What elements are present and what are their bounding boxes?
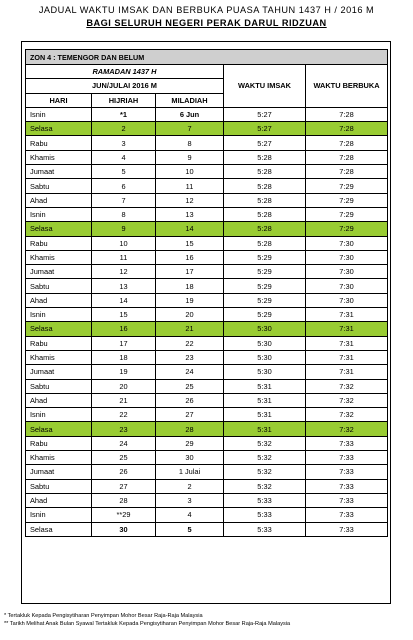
miladiah-cell: 27 (156, 408, 224, 422)
miladiah-cell: 29 (156, 436, 224, 450)
miladiah-cell: 23 (156, 350, 224, 364)
hijriah-cell: 13 (92, 279, 156, 293)
miladiah-cell: 21 (156, 322, 224, 336)
day-cell: Jumaat (26, 165, 92, 179)
table-row (26, 265, 388, 279)
header-miladiah: MILADIAH (156, 93, 224, 107)
miladiah-cell: 19 (156, 293, 224, 307)
berbuka-cell: 7:28 (306, 107, 388, 121)
table-row (26, 493, 388, 507)
table-row (26, 293, 388, 307)
title-line-2: BAGI SELURUH NEGERI PERAK DARUL RIDZUAN (86, 18, 327, 28)
ramadan-label: RAMADAN 1437 H (26, 65, 224, 79)
table-row (26, 422, 388, 436)
imsak-cell: 5:28 (224, 207, 306, 221)
table-row (26, 165, 388, 179)
day-cell: Sabtu (26, 279, 92, 293)
hijriah-cell: 7 (92, 193, 156, 207)
berbuka-cell: 7:32 (306, 408, 388, 422)
hijriah-cell: 27 (92, 479, 156, 493)
table-row (26, 408, 388, 422)
imsak-cell: 5:29 (224, 279, 306, 293)
berbuka-cell: 7:31 (306, 365, 388, 379)
hijriah-cell: 11 (92, 250, 156, 264)
miladiah-cell: 20 (156, 308, 224, 322)
miladiah-cell: 9 (156, 150, 224, 164)
hijriah-cell: 12 (92, 265, 156, 279)
day-cell: Jumaat (26, 265, 92, 279)
miladiah-cell: 18 (156, 279, 224, 293)
header-hijriah: HIJRIAH (92, 93, 156, 107)
berbuka-cell: 7:30 (306, 293, 388, 307)
table-row (26, 250, 388, 264)
header-imsak: WAKTU IMSAK (224, 65, 306, 108)
day-cell: Khamis (26, 150, 92, 164)
hijriah-cell: 19 (92, 365, 156, 379)
berbuka-cell: 7:28 (306, 165, 388, 179)
imsak-cell: 5:28 (224, 222, 306, 236)
hijriah-cell: 6 (92, 179, 156, 193)
berbuka-cell: 7:33 (306, 479, 388, 493)
berbuka-cell: 7:33 (306, 451, 388, 465)
table-row (26, 336, 388, 350)
hijriah-cell: 24 (92, 436, 156, 450)
month-label: JUN/JULAI 2016 M (26, 79, 224, 93)
hijriah-cell: 3 (92, 136, 156, 150)
hijriah-cell: 18 (92, 350, 156, 364)
miladiah-cell: 17 (156, 265, 224, 279)
imsak-cell: 5:31 (224, 379, 306, 393)
imsak-cell: 5:29 (224, 265, 306, 279)
imsak-cell: 5:29 (224, 308, 306, 322)
hijriah-cell: 30 (92, 522, 156, 536)
day-cell: Khamis (26, 451, 92, 465)
day-cell: Selasa (26, 122, 92, 136)
berbuka-cell: 7:28 (306, 136, 388, 150)
hijriah-cell: 10 (92, 236, 156, 250)
miladiah-cell: 24 (156, 365, 224, 379)
berbuka-cell: 7:33 (306, 508, 388, 522)
berbuka-cell: 7:33 (306, 436, 388, 450)
hijriah-cell: 21 (92, 393, 156, 407)
day-cell: Sabtu (26, 179, 92, 193)
miladiah-cell: 2 (156, 479, 224, 493)
day-cell: Isnin (26, 207, 92, 221)
miladiah-cell: 7 (156, 122, 224, 136)
day-cell: Jumaat (26, 465, 92, 479)
imsak-cell: 5:30 (224, 322, 306, 336)
hijriah-cell: 5 (92, 165, 156, 179)
imsak-cell: 5:27 (224, 122, 306, 136)
imsak-cell: 5:31 (224, 408, 306, 422)
miladiah-cell: 26 (156, 393, 224, 407)
day-cell: Rabu (26, 436, 92, 450)
miladiah-cell: 4 (156, 508, 224, 522)
berbuka-cell: 7:32 (306, 379, 388, 393)
table-row (26, 122, 388, 136)
day-cell: Khamis (26, 250, 92, 264)
berbuka-cell: 7:31 (306, 308, 388, 322)
table-row (26, 379, 388, 393)
day-cell: Isnin (26, 308, 92, 322)
table-row (26, 236, 388, 250)
berbuka-cell: 7:33 (306, 493, 388, 507)
imsak-cell: 5:28 (224, 236, 306, 250)
hijriah-cell: 8 (92, 207, 156, 221)
imsak-cell: 5:32 (224, 465, 306, 479)
berbuka-cell: 7:28 (306, 122, 388, 136)
imsak-cell: 5:27 (224, 107, 306, 121)
day-cell: Rabu (26, 336, 92, 350)
berbuka-cell: 7:29 (306, 179, 388, 193)
miladiah-cell: 30 (156, 451, 224, 465)
miladiah-cell: 28 (156, 422, 224, 436)
table-row (26, 465, 388, 479)
miladiah-cell: 8 (156, 136, 224, 150)
day-cell: Selasa (26, 322, 92, 336)
footnotes (4, 612, 409, 628)
table-row (26, 322, 388, 336)
day-cell: Isnin (26, 408, 92, 422)
imsak-cell: 5:33 (224, 522, 306, 536)
imsak-cell: 5:28 (224, 193, 306, 207)
table-row (26, 179, 388, 193)
berbuka-cell: 7:30 (306, 265, 388, 279)
table-row (26, 136, 388, 150)
imsak-cell: 5:28 (224, 150, 306, 164)
imsak-cell: 5:33 (224, 508, 306, 522)
day-cell: Sabtu (26, 379, 92, 393)
table-row (26, 479, 388, 493)
day-cell: Ahad (26, 293, 92, 307)
hijriah-cell: 22 (92, 408, 156, 422)
berbuka-cell: 7:32 (306, 393, 388, 407)
imsak-cell: 5:30 (224, 350, 306, 364)
miladiah-cell: 12 (156, 193, 224, 207)
hijriah-cell: 9 (92, 222, 156, 236)
berbuka-cell: 7:30 (306, 279, 388, 293)
day-cell: Rabu (26, 236, 92, 250)
day-cell: Ahad (26, 493, 92, 507)
hijriah-cell: 14 (92, 293, 156, 307)
hijriah-cell: 15 (92, 308, 156, 322)
footnote-2: ** Tarikh Melihat Anak Bulan Syawal Tertakluk Kepada Pengisytiharan Penyimpan Mohor Besar Raja-Raja Malaysia (4, 621, 291, 627)
berbuka-cell: 7:33 (306, 465, 388, 479)
imsak-cell: 5:30 (224, 365, 306, 379)
header-row-1 (26, 65, 388, 79)
berbuka-cell: 7:30 (306, 236, 388, 250)
hijriah-cell: 20 (92, 379, 156, 393)
imsak-cell: 5:32 (224, 436, 306, 450)
hijriah-cell: 17 (92, 336, 156, 350)
table-row (26, 193, 388, 207)
berbuka-cell: 7:29 (306, 222, 388, 236)
day-cell: Ahad (26, 393, 92, 407)
hijriah-cell: 4 (92, 150, 156, 164)
table-row (26, 393, 388, 407)
zone-row (26, 50, 388, 65)
table-row (26, 451, 388, 465)
imsak-cell: 5:32 (224, 479, 306, 493)
imsak-cell: 5:29 (224, 293, 306, 307)
imsak-cell: 5:31 (224, 393, 306, 407)
berbuka-cell: 7:29 (306, 193, 388, 207)
berbuka-cell: 7:31 (306, 350, 388, 364)
imsak-cell: 5:27 (224, 136, 306, 150)
header-berbuka: WAKTU BERBUKA (306, 65, 388, 108)
day-cell: Isnin (26, 107, 92, 121)
day-cell: Selasa (26, 222, 92, 236)
day-cell: Khamis (26, 350, 92, 364)
berbuka-cell: 7:31 (306, 336, 388, 350)
table-row (26, 522, 388, 536)
berbuka-cell: 7:28 (306, 150, 388, 164)
miladiah-cell: 1 Julai (156, 465, 224, 479)
hijriah-cell: 16 (92, 322, 156, 336)
day-cell: Isnin (26, 508, 92, 522)
table-row (26, 279, 388, 293)
miladiah-cell: 11 (156, 179, 224, 193)
day-cell: Sabtu (26, 479, 92, 493)
imsak-cell: 5:33 (224, 493, 306, 507)
table-row (26, 107, 388, 121)
table-row (26, 222, 388, 236)
miladiah-cell: 25 (156, 379, 224, 393)
table-row (26, 350, 388, 364)
table-row (26, 436, 388, 450)
miladiah-cell: 16 (156, 250, 224, 264)
table-row (26, 150, 388, 164)
imsak-cell: 5:29 (224, 250, 306, 264)
miladiah-cell: 15 (156, 236, 224, 250)
miladiah-cell: 6 Jun (156, 107, 224, 121)
imsak-cell: 5:31 (224, 422, 306, 436)
hijriah-cell: 23 (92, 422, 156, 436)
miladiah-cell: 3 (156, 493, 224, 507)
hijriah-cell: 28 (92, 493, 156, 507)
zone-label: ZON 4 : TEMENGOR DAN BELUM (26, 50, 388, 65)
hijriah-cell: 25 (92, 451, 156, 465)
berbuka-cell: 7:32 (306, 422, 388, 436)
miladiah-cell: 22 (156, 336, 224, 350)
header-hari: HARI (26, 93, 92, 107)
table-row (26, 308, 388, 322)
hijriah-cell: **29 (92, 508, 156, 522)
title-line-1: JADUAL WAKTU IMSAK DAN BERBUKA PUASA TAHUN 1437 H / 2016 M (38, 5, 375, 15)
imsak-cell: 5:28 (224, 165, 306, 179)
imsak-cell: 5:28 (224, 179, 306, 193)
berbuka-cell: 7:31 (306, 322, 388, 336)
day-cell: Rabu (26, 136, 92, 150)
table-row (26, 365, 388, 379)
table-row (26, 508, 388, 522)
berbuka-cell: 7:33 (306, 522, 388, 536)
hijriah-cell: 2 (92, 122, 156, 136)
day-cell: Ahad (26, 193, 92, 207)
berbuka-cell: 7:29 (306, 207, 388, 221)
miladiah-cell: 5 (156, 522, 224, 536)
day-cell: Selasa (26, 422, 92, 436)
hijriah-cell: *1 (92, 107, 156, 121)
miladiah-cell: 13 (156, 207, 224, 221)
miladiah-cell: 10 (156, 165, 224, 179)
day-cell: Jumaat (26, 365, 92, 379)
berbuka-cell: 7:30 (306, 250, 388, 264)
imsak-cell: 5:32 (224, 451, 306, 465)
day-cell: Selasa (26, 522, 92, 536)
miladiah-cell: 14 (156, 222, 224, 236)
hijriah-cell: 26 (92, 465, 156, 479)
table-row (26, 207, 388, 221)
footnote-1: * Tertakluk Kepada Pengisytiharan Penyimpan Mohor Besar Raja-Raja Malaysia (4, 613, 203, 619)
imsak-cell: 5:30 (224, 336, 306, 350)
schedule-table (25, 49, 388, 537)
